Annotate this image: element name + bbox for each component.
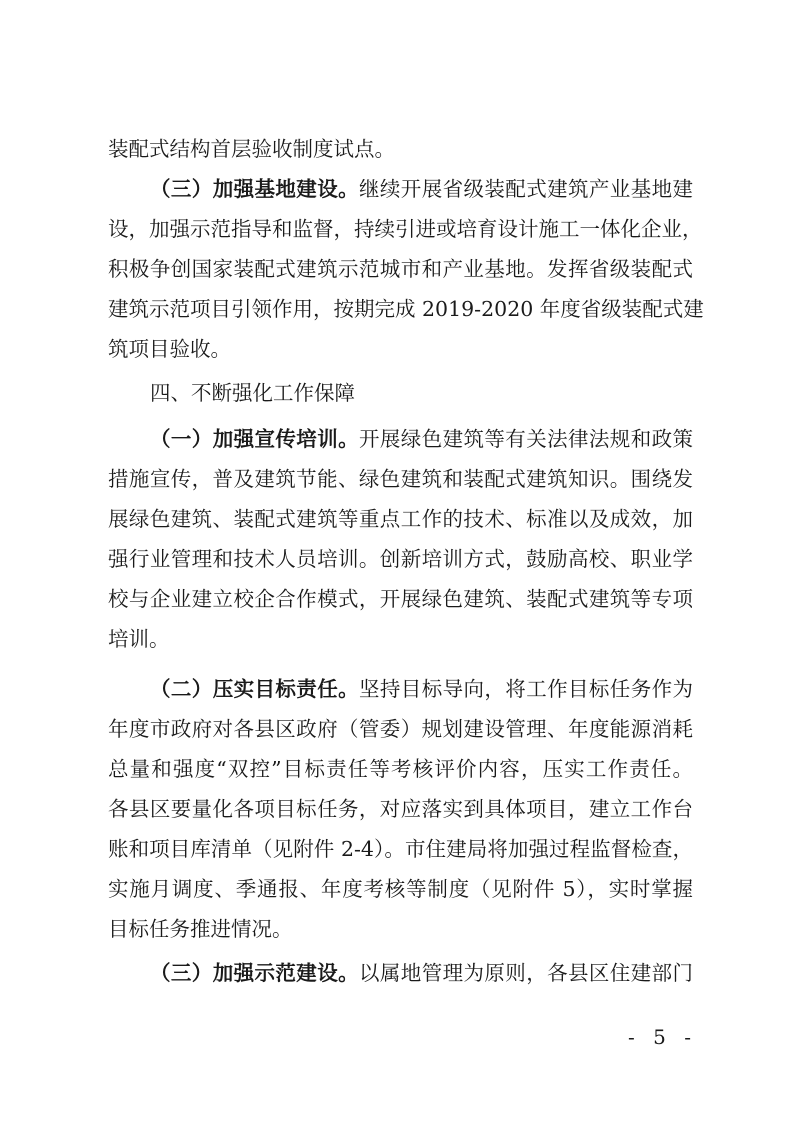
text-run: 继续开展省级装配式建筑产业基地建 bbox=[359, 177, 693, 201]
section-paragraph-start bbox=[150, 677, 693, 703]
text-line: 校与企业建立校企合作模式，开展绿色建筑、装配式建筑等专项 bbox=[108, 587, 693, 611]
text-line: 年度市政府对各县区政府（管委）规划建设管理、年度能源消耗 bbox=[108, 717, 693, 741]
text-line: 培训。 bbox=[108, 627, 170, 651]
text-line: 账和项目库清单（见附件 2-4）。市住建局将加强过程监督检查， bbox=[108, 837, 693, 861]
text-line: 措施宣传，普及建筑节能、绿色建筑和装配式建筑知识。围绕发 bbox=[108, 467, 693, 491]
text-line: 积极争创国家装配式建筑示范城市和产业基地。发挥省级装配式 bbox=[108, 257, 693, 281]
text-line: 建筑示范项目引领作用，按期完成 2019-2020 年度省级装配式建 bbox=[108, 297, 704, 321]
section-heading: （三）加强示范建设。 bbox=[150, 961, 359, 985]
text-line: 设，加强示范指导和监督，持续引进或培育设计施工一体化企业， bbox=[108, 217, 703, 241]
text-line: 装配式结构首层验收制度试点。 bbox=[108, 137, 395, 161]
section-heading: （二）压实目标责任。 bbox=[150, 677, 359, 701]
text-line: 强行业管理和技术人员培训。创新培训方式，鼓励高校、职业学 bbox=[108, 547, 693, 571]
text-run: 开展绿色建筑等有关法律法规和政策 bbox=[359, 427, 693, 451]
text-line: 筑项目验收。 bbox=[108, 337, 231, 361]
section-heading: （三）加强基地建设。 bbox=[150, 177, 359, 201]
text-line: 展绿色建筑、装配式建筑等重点工作的技术、标准以及成效，加 bbox=[108, 507, 693, 531]
page-number: - 5 - bbox=[628, 1025, 697, 1049]
section-heading: （一）加强宣传培训。 bbox=[150, 427, 359, 451]
chapter-heading: 四、不断强化工作保障 bbox=[150, 381, 355, 405]
text-line: 总量和强度“双控”目标责任等考核评价内容，压实工作责任。 bbox=[108, 757, 693, 781]
text-run: 以属地管理为原则，各县区住建部门 bbox=[359, 961, 693, 985]
section-paragraph-start bbox=[150, 961, 693, 987]
text-line: 各县区要量化各项目标任务，对应落实到具体项目，建立工作台 bbox=[108, 797, 693, 821]
section-paragraph-start bbox=[150, 427, 693, 453]
section-paragraph-start bbox=[150, 177, 693, 203]
text-run: 坚持目标导向，将工作目标任务作为 bbox=[359, 677, 693, 701]
text-line: 目标任务推进情况。 bbox=[108, 917, 293, 941]
text-line: 实施月调度、季通报、年度考核等制度（见附件 5），实时掌握 bbox=[108, 877, 693, 901]
